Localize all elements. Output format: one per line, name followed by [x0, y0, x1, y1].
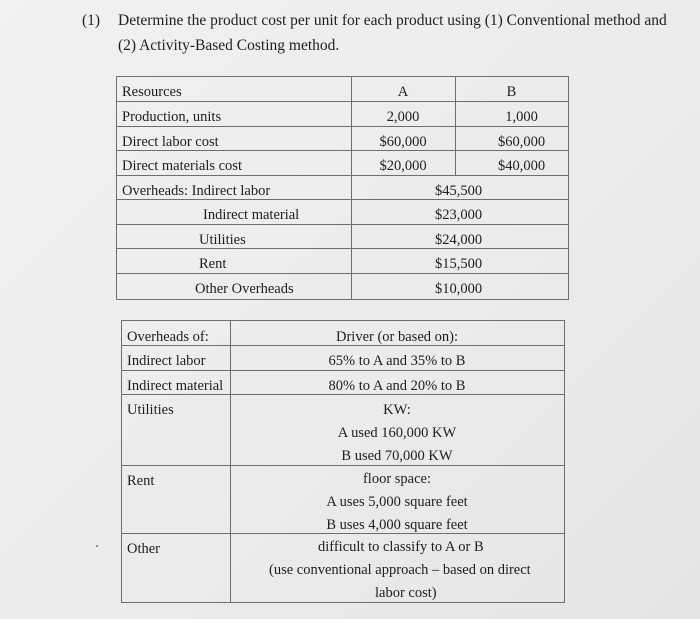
rent-label: Rent: [127, 473, 155, 489]
indirect-labor-label: Indirect labor: [127, 353, 206, 369]
production-units-label: Production, units: [122, 109, 222, 125]
overhead-indirect-labor-value: $45,500: [435, 183, 483, 199]
indirect-material-label: Indirect material: [127, 378, 224, 394]
utilities-driver-line-1: KW:: [383, 402, 411, 418]
resources-table: [116, 76, 569, 300]
utilities-driver-line-2: A used 160,000 KW: [337, 425, 457, 441]
overhead-rent-value: $15,500: [435, 256, 483, 272]
indirect-labor-driver: 65% to A and 35% to B: [328, 353, 466, 369]
other-driver-line-3: labor cost): [375, 585, 437, 601]
page-dot: [96, 545, 98, 547]
question-line-1: Determine the product cost per unit for each product using (1) Conventional method and: [118, 12, 667, 29]
driver-header: Driver (or based on):: [336, 329, 458, 345]
overhead-utilities-value: $24,000: [435, 232, 483, 248]
utilities-label: Utilities: [127, 402, 174, 418]
question-line-2: (2) Activity-Based Costing method.: [118, 37, 340, 54]
other-label: Other: [127, 541, 161, 557]
overhead-indirect-material-label: Indirect material: [203, 207, 300, 223]
overhead-other-value: $10,000: [435, 281, 483, 297]
production-units-a: 2,000: [386, 109, 420, 125]
overheads-of-header: Overheads of:: [127, 329, 209, 345]
direct-labor-b: $60,000: [497, 134, 546, 150]
rent-driver-line-2: A uses 5,000 square feet: [326, 494, 468, 510]
direct-materials-a: $20,000: [379, 158, 427, 174]
overhead-drivers-table: [121, 320, 565, 603]
overhead-rent-label: Rent: [199, 256, 227, 272]
direct-materials-b: $40,000: [497, 158, 546, 174]
overhead-indirect-material-value: $23,000: [435, 207, 483, 223]
overhead-other-label: Other Overheads: [195, 281, 294, 297]
utilities-driver-line-3: B used 70,000 KW: [341, 448, 453, 464]
direct-labor-label: Direct labor cost: [122, 134, 219, 150]
other-driver-line-2: (use conventional approach – based on direct: [269, 562, 531, 578]
column-a-header: A: [397, 84, 409, 100]
question-number: (1): [82, 12, 101, 29]
resources-header: Resources: [122, 84, 182, 100]
production-units-b: 1,000: [505, 109, 538, 125]
rent-driver-line-3: B uses 4,000 square feet: [326, 517, 468, 533]
indirect-material-driver: 80% to A and 20% to B: [328, 378, 466, 394]
direct-labor-a: $60,000: [379, 134, 427, 150]
overhead-indirect-labor-label: Overheads: Indirect labor: [122, 183, 271, 199]
direct-materials-label: Direct materials cost: [122, 158, 242, 174]
overhead-utilities-label: Utilities: [199, 232, 246, 248]
rent-driver-line-1: floor space:: [362, 471, 432, 487]
other-driver-line-1: difficult to classify to A or B: [318, 539, 484, 555]
column-b-header: B: [506, 84, 517, 100]
